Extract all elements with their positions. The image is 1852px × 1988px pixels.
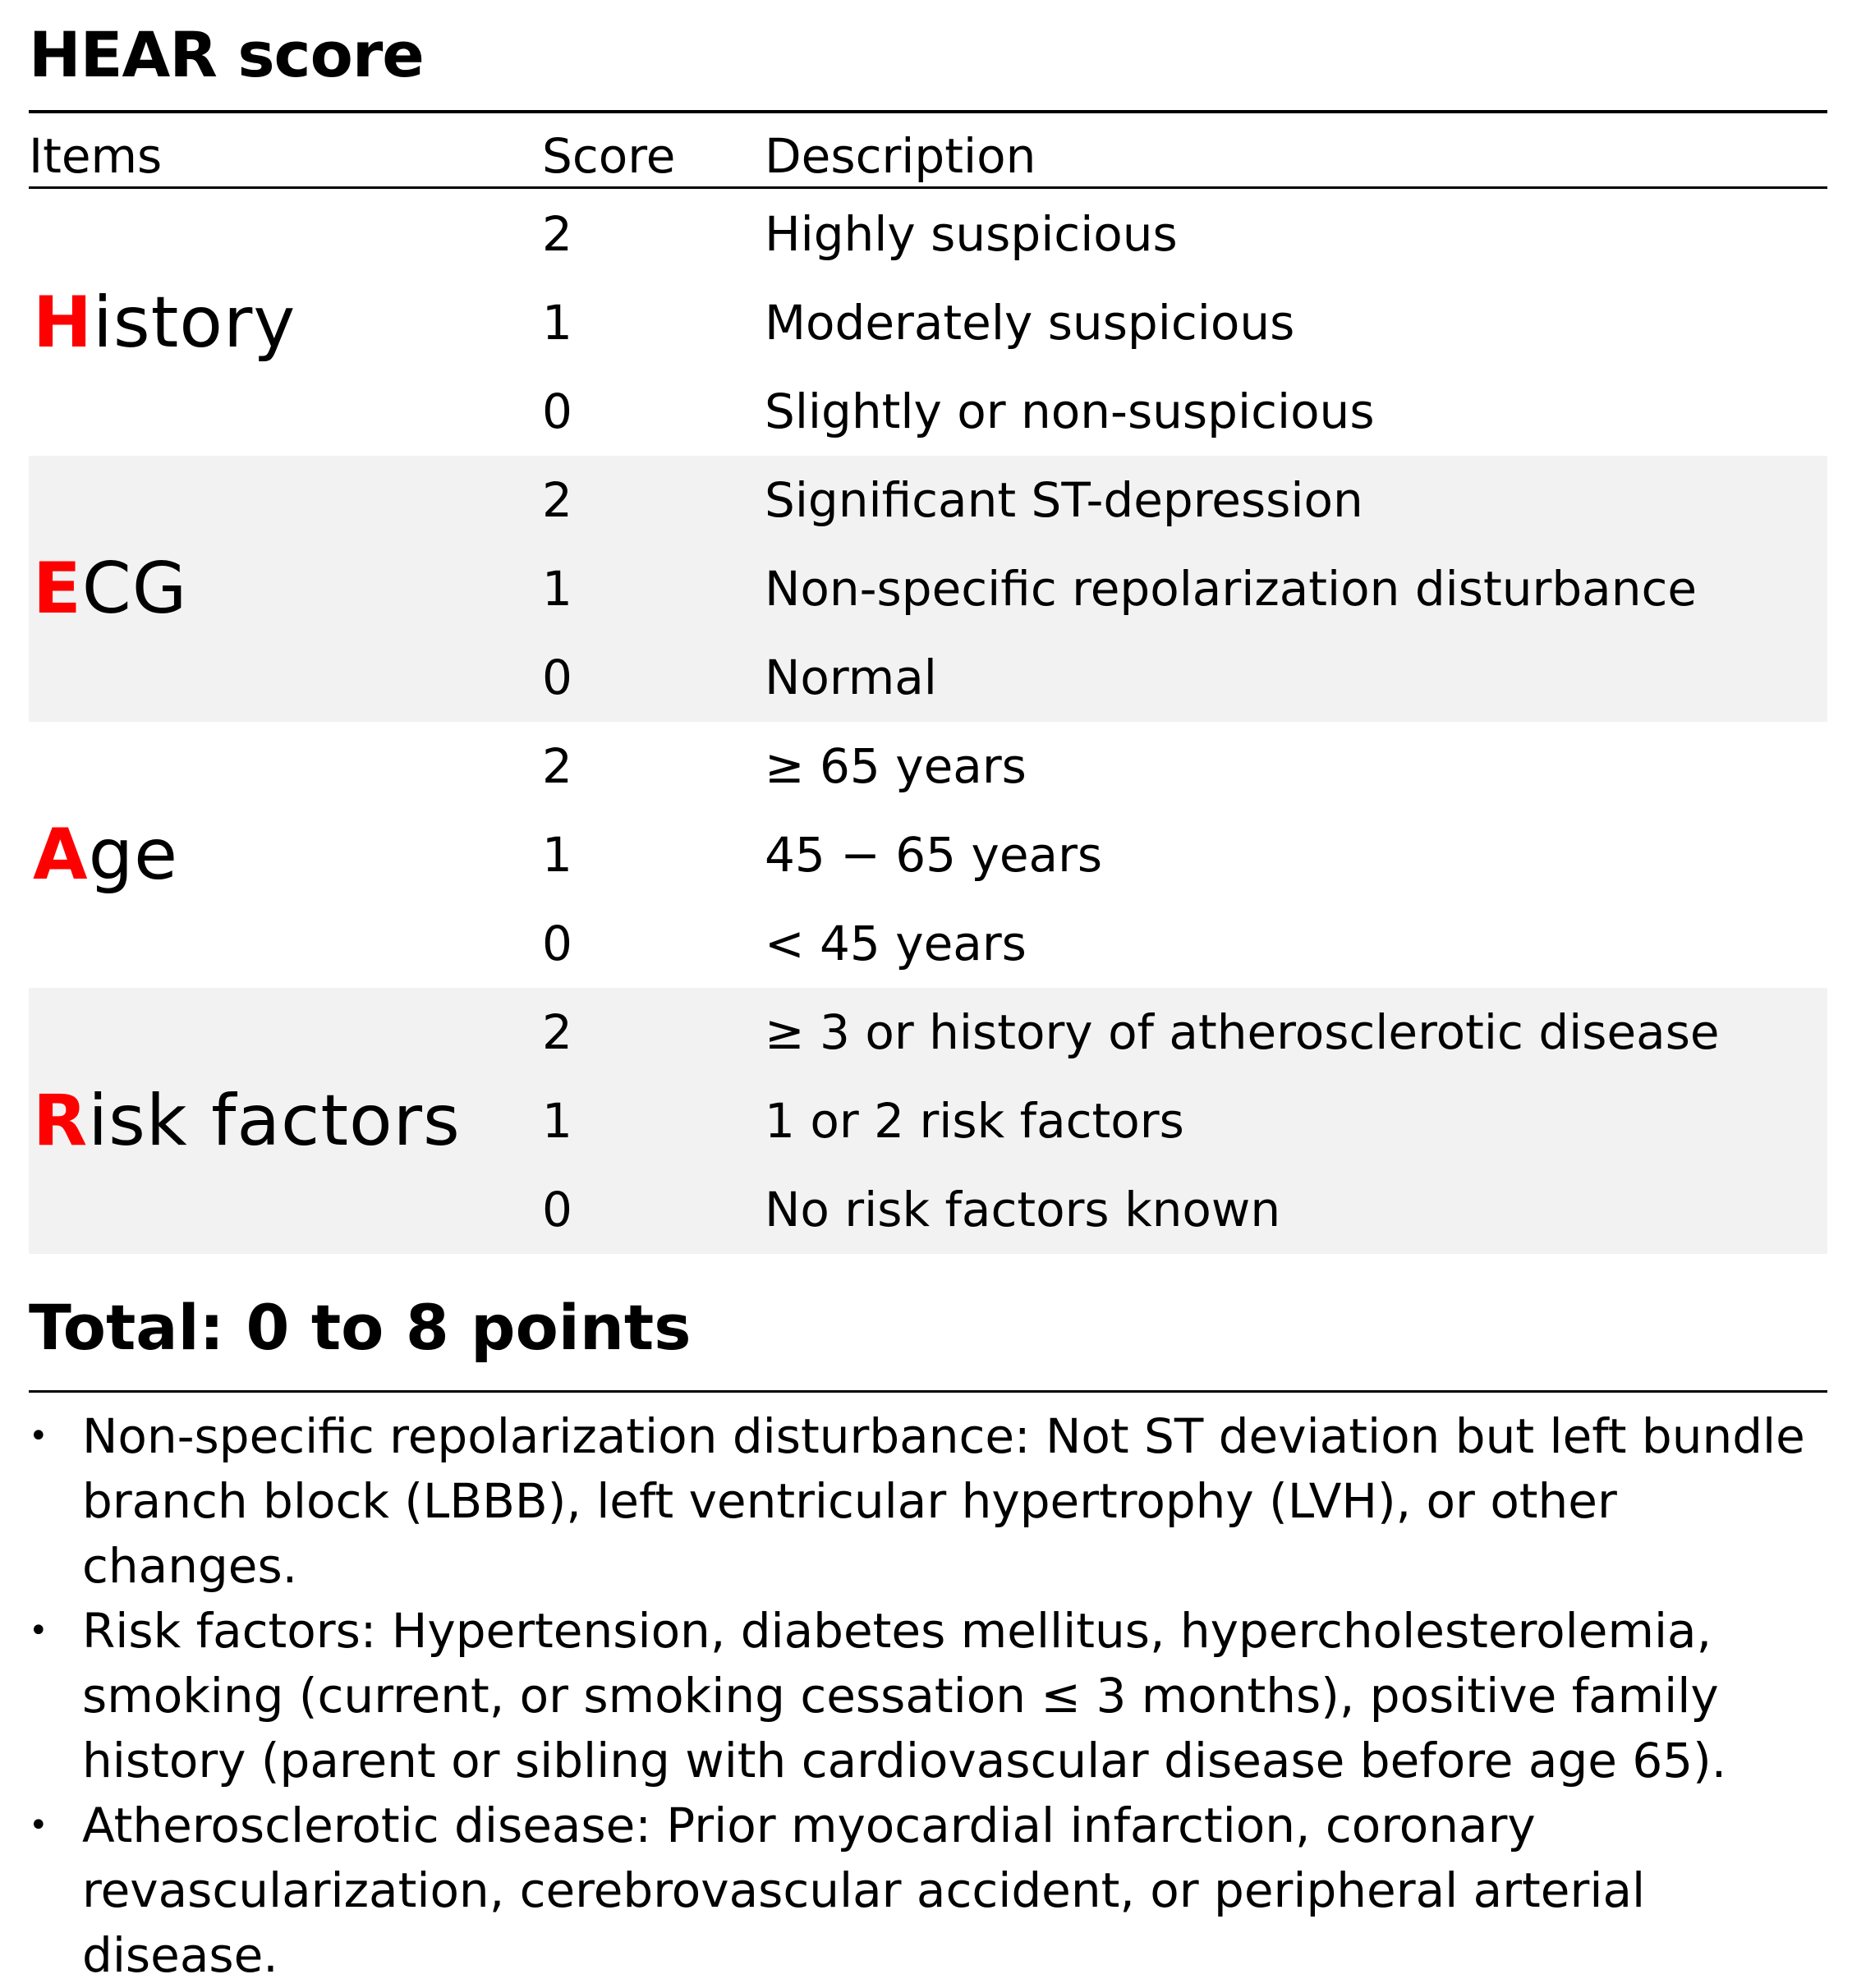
score-description: Slightly or non-suspicious: [765, 383, 1375, 439]
header-rule: [29, 186, 1827, 189]
score-value: 0: [542, 1182, 572, 1237]
score-row: [29, 190, 1827, 278]
score-row: [29, 456, 1827, 544]
score-description: Highly suspicious: [765, 206, 1178, 262]
header-items: Items: [29, 128, 163, 184]
score-value: 0: [542, 650, 572, 705]
group-history: [29, 190, 1827, 456]
score-value: 1: [542, 561, 572, 617]
item-rest: ge: [88, 814, 179, 896]
score-value: 0: [542, 383, 572, 439]
footnotes: [29, 1404, 1827, 1988]
item-initial: E: [33, 548, 82, 630]
score-row: [29, 367, 1827, 456]
score-row: [29, 899, 1827, 988]
score-description: 45 − 65 years: [765, 827, 1103, 883]
total-rule: [29, 1390, 1827, 1393]
score-description: 1 or 2 risk factors: [765, 1093, 1184, 1149]
group-age: [29, 722, 1827, 988]
group-ecg: [29, 456, 1827, 722]
bullet-icon: •: [29, 1612, 48, 1650]
score-description: Moderately suspicious: [765, 295, 1295, 351]
score-row: [29, 1077, 1827, 1165]
header-description: Description: [765, 128, 1036, 184]
score-value: 1: [542, 295, 572, 351]
score-value: 2: [542, 738, 572, 794]
bullet-icon: •: [29, 1807, 48, 1844]
score-row: [29, 810, 1827, 899]
total-points: Total: 0 to 8 points: [29, 1291, 692, 1364]
score-value: 2: [542, 1004, 572, 1060]
item-initial: R: [33, 1080, 89, 1162]
score-value: 2: [542, 472, 572, 528]
footnote-item: [29, 1793, 1827, 1988]
title-rule: [29, 110, 1827, 113]
footnote-text: Atherosclerotic disease: Prior myocardial infarction, coronary revascularization, cerebrovascular accident, or peripheral arterial disease.: [82, 1797, 1646, 1983]
score-description: No risk factors known: [765, 1182, 1281, 1237]
header-score: Score: [542, 128, 676, 184]
score-row: [29, 633, 1827, 722]
item-rest: isk factors: [88, 1080, 461, 1162]
footnote-text: Risk factors: Hypertension, diabetes mellitus, hypercholesterolemia, smoking (current, or smoking cessation ≤ 3 months), positive family history (parent or sibling with cardiovascular disease before age 65).: [82, 1603, 1727, 1788]
score-row: [29, 544, 1827, 633]
footnote-item: [29, 1404, 1827, 1599]
footnote-text: Non-specific repolarization disturbance: Not ST deviation but left bundle branch block (LBBB), left ventricular hypertrophy (LVH), or other changes.: [82, 1408, 1805, 1594]
page-title: HEAR score: [29, 18, 424, 91]
item-rest: CG: [81, 548, 188, 630]
score-row: [29, 1165, 1827, 1254]
score-value: 0: [542, 916, 572, 971]
item-initial: A: [33, 814, 89, 896]
score-description: < 45 years: [765, 916, 1027, 971]
score-description: Non-specific repolarization disturbance: [765, 561, 1698, 617]
score-row: [29, 722, 1827, 810]
item-initial: H: [33, 282, 93, 364]
score-description: Normal: [765, 650, 937, 705]
bullet-icon: •: [29, 1417, 48, 1455]
group-risk-factors: [29, 988, 1827, 1254]
score-row: [29, 278, 1827, 367]
score-description: ≥ 65 years: [765, 738, 1027, 794]
item-rest: istory: [92, 282, 296, 364]
footnote-item: [29, 1599, 1827, 1793]
score-description: Significant ST-depression: [765, 472, 1363, 528]
score-row: [29, 988, 1827, 1077]
score-value: 1: [542, 827, 572, 883]
score-value: 1: [542, 1093, 572, 1149]
score-value: 2: [542, 206, 572, 262]
score-description: ≥ 3 or history of atherosclerotic disease: [765, 1004, 1720, 1060]
